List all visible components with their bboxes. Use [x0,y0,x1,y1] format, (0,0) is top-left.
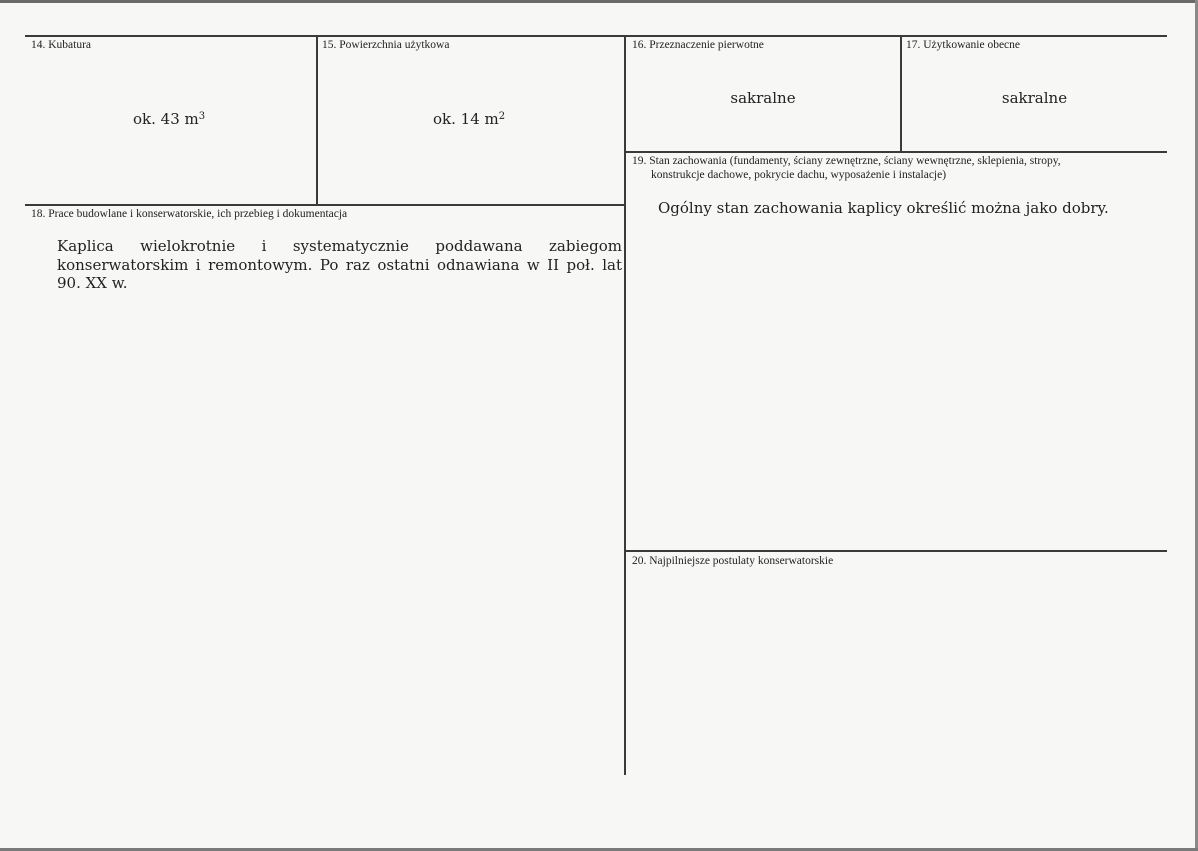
rule-above-19 [624,151,1167,153]
field-18-value: Kaplica wielokrotnie i systematycznie poddawana zabiegom konserwatorskim i remontowym. Po raz ostatni odnawiana w II poł. lat 90. XX w. [57,237,622,292]
rule-above-18 [25,204,625,206]
field-20-label: 20. Najpilniejsze postulaty konserwatorskie [632,555,834,567]
field-18-label: 18. Prace budowlane i konserwatorskie, ich przebieg i dokumentacja [31,208,348,220]
field-19-value: Ogólny stan zachowania kaplicy określić można jako dobry. [658,199,1109,217]
field-19-label-line1: 19. Stan zachowania (fundamenty, ściany zewnętrzne, ściany wewnętrzne, sklepienia, stropy, [632,155,1061,167]
field-17-label: 17. Użytkowanie obecne [906,39,1021,51]
field-17-value: sakralne [1001,89,1068,107]
field-15-unit: $m^2$ [484,110,506,128]
rule-above-20 [624,550,1167,552]
center-divider [624,35,626,775]
field-14-unit: $m^3$ [184,110,206,128]
field-19-label-line2: konstrukcje dachowe, pokrycie dachu, wyposażenie i instalacje) [651,169,947,181]
field-14-value [133,110,205,128]
top-rule [25,35,1167,37]
field-15-number: ok. 14 [433,110,480,128]
scan-edge-top [0,0,1198,3]
field-15-value [433,110,505,128]
divider-14-15 [316,35,318,205]
field-15-label: 15. Powierzchnia użytkowa [322,39,450,51]
field-16-label: 16. Przeznaczenie pierwotne [632,39,764,51]
field-14-number: ok. 43 [133,110,180,128]
field-14-label: 14. Kubatura [31,39,92,51]
field-16-value: sakralne [730,89,796,107]
